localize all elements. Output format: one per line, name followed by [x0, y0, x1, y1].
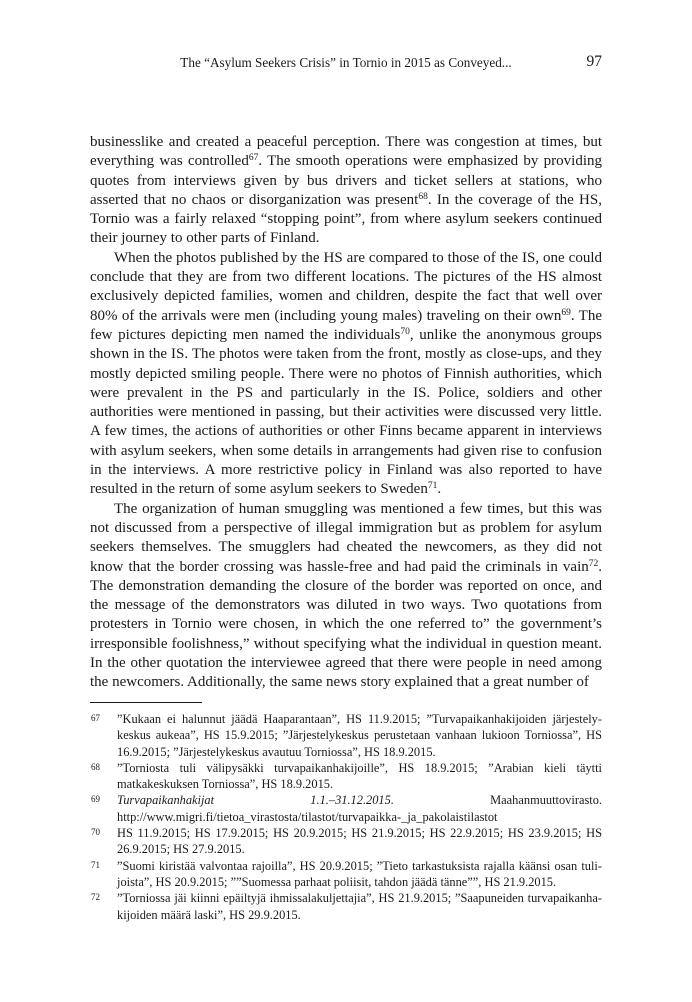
- footnote-number: 72: [91, 892, 100, 903]
- text-run: HS 11.9.2015; HS 17.9.2015; HS 20.9.2015; HS 21.9.2015; HS 22.9.2015; HS 23.9.2015; HS 26.9.2015; HS 27.9.2015.: [117, 826, 602, 857]
- footnote-text: [117, 760, 602, 793]
- paragraph: [90, 249, 602, 500]
- footnote-item: [90, 890, 602, 923]
- footnote-number: 70: [91, 827, 100, 838]
- footnote-text: [117, 792, 602, 825]
- text-run: , unlike the anonymous groups shown in the IS. The photos were taken from the front, mostly as close-ups, and they mostly depicted smiling people. There were no photos of Finnish authorities, which were prevalent in the PS and particularly in the IS. Police, soldiers and other authorities were mentioned in passing, but their activities were discussed very little. A few times, the actions of authorities or other Finns became apparent in interviews with asylum seekers, when some details in arrangements had given rise to confusion in the interviews. A more restrictive policy in Finland was also reported to have resulted in the return of some asylum seekers to Sweden: [90, 326, 602, 498]
- footnote-item: [90, 825, 602, 858]
- footnote-separator: [90, 702, 202, 703]
- footnote-ref: 72: [588, 558, 599, 569]
- footnote-text: [117, 711, 602, 760]
- text-run: ”Torniossa jäi kiinni epäiltyjä ihmissalakuljettajia”, HS 21.9.2015; ”Saapuneiden turvapaikanhakijoiden määrä laski”, HS 29.9.2015.: [117, 891, 602, 922]
- text-run: . The smooth operations were emphasized by providing quotes from interviews given by bus drivers and ticket sellers at stations, who asserted that no chaos or disorganization was present: [90, 153, 602, 208]
- body-text: [90, 133, 602, 693]
- footnote-list: [90, 711, 602, 923]
- footnote-number: 68: [91, 761, 100, 772]
- page-number: 97: [586, 52, 602, 70]
- paragraph: [90, 500, 602, 693]
- footnote-ref: 71: [427, 481, 438, 492]
- footnote-text: [117, 858, 602, 891]
- text-run: . In the coverage of the HS, Tornio was a fairly relaxed “stopping point”, from where asylum seekers continued their journey to other parts of Finland.: [90, 191, 602, 247]
- running-header-title: The “Asylum Seekers Crisis” in Tornio in 2015 as Conveyed...: [180, 55, 512, 70]
- footnote-item: [90, 858, 602, 891]
- text-run: . The demonstration demanding the closure of the border was reported on once, and the message of the demonstrators was diluted in two ways. Two quotations from protesters in Tornio were chosen, in which the one referred to” the government’s irresponsible foolishness,” without specifying what the individual in question meant. In the other quotation the interviewee agreed that there were people in need among the newcomers. Additionally, the same news story explained that a great number of: [90, 558, 602, 691]
- text-run: ”Kukaan ei halunnut jäädä Haaparantaan”, HS 11.9.2015; ”Turvapaikanhakijoiden järjestelykeskus aukeaa”, HS 15.9.2015; ”Järjestelykeskus perustetaan vanhaan lukioon Torniossa”, HS 16.9.2015; ”Järjestelykeskus avautuu Torniossa”, HS 18.9.2015.: [117, 712, 602, 759]
- footnote-item: [90, 760, 602, 793]
- footnote-number: 67: [91, 713, 100, 723]
- footnote-number: 69: [91, 794, 100, 805]
- footnote-ref: 70: [400, 326, 410, 337]
- text-run: businesslike and created a peaceful perception. There was congestion at times, but everything was controlled: [90, 134, 602, 170]
- italic-text: Turvapaikanhakijat 1.1.–31.12.2015.: [117, 793, 394, 808]
- paragraph: [90, 133, 602, 249]
- running-header: [90, 52, 602, 71]
- text-run: .: [437, 481, 442, 498]
- footnote-number: 71: [91, 859, 100, 870]
- footnote-item: [90, 711, 602, 760]
- text-run: . The few pictures depicting men named the individuals: [90, 307, 602, 343]
- footnote-item: [90, 792, 602, 825]
- footnote-ref: 68: [418, 191, 428, 202]
- text-run: When the photos published by the HS are compared to those of the IS, one could conclude that they are from two different locations. The pictures of the HS almost exclusively depicted families, women and children, despite the fact that well over 80% of the arrivals were men (including young males) traveling on their own: [90, 249, 602, 324]
- footnote-text: [117, 825, 602, 858]
- footnote-ref: 69: [561, 307, 571, 318]
- text-run: Maahanmuuttovirasto. http://www.migri.fi/tietoa_virastosta/​tilastot/turvapaikka-_ja_pakolaistilastot: [117, 793, 603, 824]
- footnote-text: [117, 890, 602, 923]
- footnote-ref: 67: [248, 153, 259, 164]
- text-run: The organization of human smuggling was mentioned a few times, but this was not discussed from a perspective of illegal immigration but as problem for asylum seekers themselves. The smugglers had cheated the newcomers, as they did not know that the border crossing was hassle-free and had paid the criminals in vain: [90, 500, 602, 575]
- text-run: ”Torniosta tuli välipysäkki turvapaikanhakijoille”, HS 18.9.2015; ”Arabian kieli täytti matkakeskuksen Torniossa”, HS 18.9.2015.: [117, 760, 602, 792]
- text-run: ”Suomi kiristää valvontaa rajoilla”, HS 20.9.2015; ”Tieto tarkastuksista rajalla käänsi osan tulijoista”, HS 20.9.2015; ””Suomessa parhaat poliisit, tahdon jäädä tänne””, HS 21.9.2015.: [117, 858, 602, 889]
